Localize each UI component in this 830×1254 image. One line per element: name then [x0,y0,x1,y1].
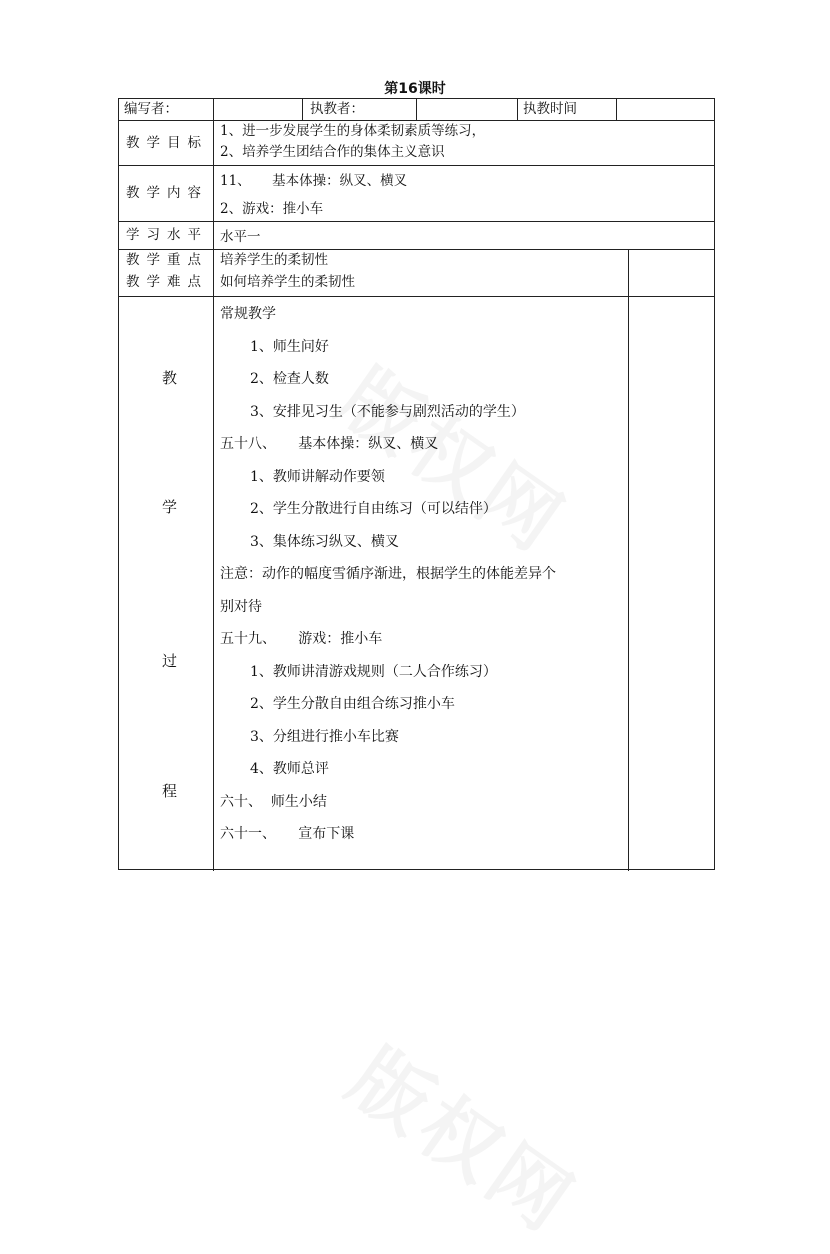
process-line: 六十一、 宣布下课 [220,826,355,842]
page-title: 第16课时 [384,81,446,97]
table-divider [119,221,714,222]
content-line: 11、 基本体操：纵叉、横叉 [220,173,408,189]
watermark [331,1018,602,1254]
objectives-label: 教学目标 [126,135,208,151]
difficulty-label: 教学难点 [126,274,208,290]
process-line: 2、学生分散进行自由练习（可以结伴） [250,501,497,517]
process-label-char: 程 [162,782,178,800]
teacher-value [417,99,517,120]
difficulty-value: 如何培养学生的柔韧性 [220,274,355,290]
process-line: 2、检查人数 [250,371,329,387]
table-divider [517,99,518,120]
process-line: 六十、 师生小结 [220,794,327,810]
process-line: 五十九、 游戏：推小车 [220,631,383,647]
process-line: 别对待 [220,599,262,615]
lesson-plan-table [118,98,715,870]
process-line: 常规教学 [220,306,276,322]
table-divider [302,99,303,120]
key-point-value: 培养学生的柔韧性 [220,252,328,268]
objectives-line: 2、培养学生团结合作的集体主义意识 [220,144,445,160]
table-divider [213,99,214,871]
process-line: 3、集体练习纵叉、横叉 [250,534,399,550]
process-line: 1、教师讲解动作要领 [250,469,385,485]
objectives-line: 1、进一步发展学生的身体柔韧素质等练习， [220,123,486,139]
key-point-label: 教学重点 [126,252,208,268]
writer-value [214,99,302,120]
time-label: 执教时间 [523,101,577,117]
process-label-char: 教 [162,369,178,387]
content-line: 2、游戏：推小车 [220,201,324,217]
table-divider [628,249,629,871]
process-line: 注意：动作的幅度雪循序渐进，根据学生的体能差异个 [220,566,556,582]
teacher-label: 执教者： [310,101,364,117]
process-line: 3、安排见习生（不能参与剧烈活动的学生） [250,404,525,420]
table-divider [119,165,714,166]
process-line: 2、学生分散自由组合练习推小车 [250,696,455,712]
process-label-char: 过 [162,652,178,670]
process-label-char: 学 [162,498,178,516]
time-value [617,99,715,120]
table-divider [119,296,714,297]
process-line: 五十八、 基本体操：纵叉、横叉 [220,436,439,452]
level-label: 学习水平 [126,227,208,243]
table-divider [119,249,714,250]
process-line: 3、分组进行推小车比赛 [250,729,399,745]
process-line: 4、教师总评 [250,761,329,777]
process-line: 1、教师讲清游戏规则（二人合作练习） [250,664,497,680]
writer-label: 编写者： [124,101,178,117]
content-label: 教学内容 [126,185,208,201]
process-line: 1、师生问好 [250,339,329,355]
level-value: 水平一 [220,229,261,245]
